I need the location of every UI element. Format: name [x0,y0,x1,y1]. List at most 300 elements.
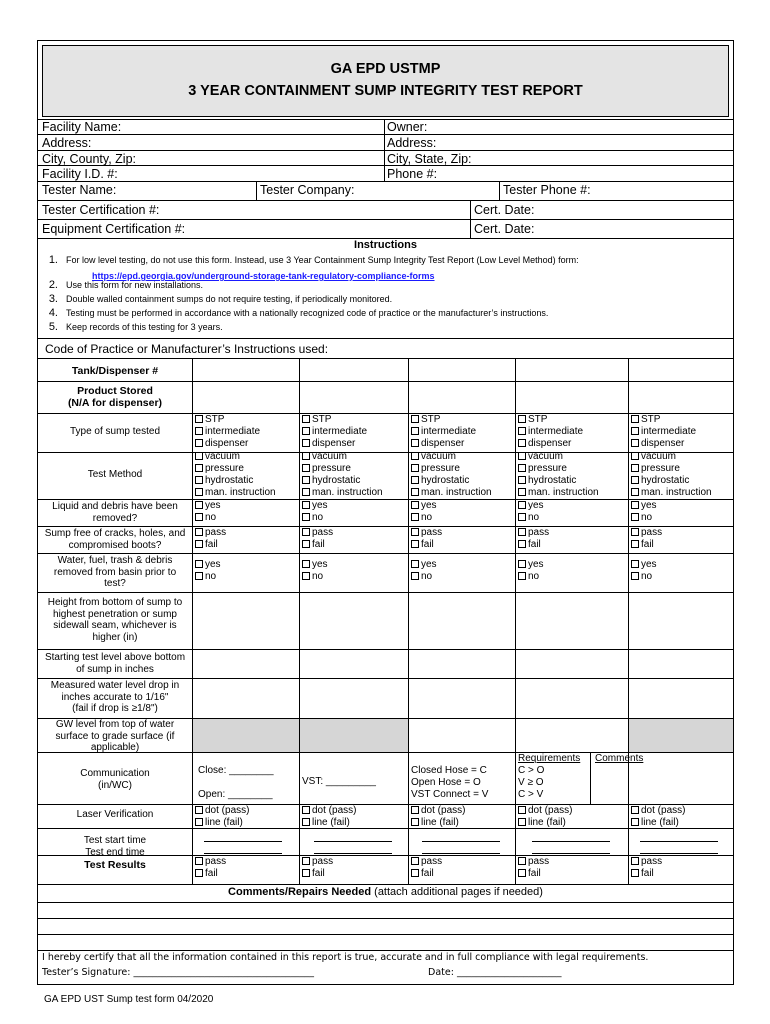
intermediate-checkbox[interactable] [411,426,476,438]
pass-checkbox[interactable] [302,527,333,539]
pass-checkbox[interactable] [518,856,549,868]
open-hose-legend: Open Hose = O [411,777,481,788]
man-instruction-checkbox[interactable] [631,487,712,499]
vst-connect-legend: VST Connect = V [411,789,489,800]
checkbox-box[interactable] [302,572,310,580]
facility-name-label: Facility Name: [42,120,122,134]
option-label: yes [312,500,328,511]
checkbox-box[interactable] [631,513,639,521]
option-label: dispenser [312,438,356,449]
pass-checkbox[interactable] [631,856,662,868]
fail-checkbox[interactable] [195,868,226,880]
no-checkbox[interactable] [518,512,544,524]
grid-line [299,358,300,884]
cracks-options-col3 [411,527,442,551]
end-time-blank[interactable] [422,853,500,854]
checkbox-box[interactable] [195,488,203,496]
option-label: pressure [528,463,567,474]
laser-options-col4 [518,805,572,829]
row-label-line: GW level from top of water [55,719,175,730]
grid-line [590,752,591,804]
checkbox-box[interactable] [302,476,310,484]
row-label-results: Test Results [84,859,146,871]
checkbox-box[interactable] [302,452,310,460]
checkbox-box[interactable] [411,572,419,580]
checkbox-box[interactable] [631,528,639,536]
fail-checkbox[interactable] [631,868,662,880]
comments-repairs-note: (attach additional pages if needed) [374,886,543,898]
tester-name-label: Tester Name: [42,183,117,197]
pass-checkbox[interactable] [302,856,333,868]
row-label-line: Sump free of cracks, holes, and [44,528,186,539]
checkbox-box[interactable] [195,427,203,435]
yes-checkbox[interactable] [195,500,221,512]
tester-phone-label: Tester Phone #: [503,183,591,197]
checkbox-box[interactable] [518,415,526,423]
option-label: pass [641,527,663,538]
no-checkbox[interactable] [302,512,328,524]
yes-checkbox[interactable] [411,500,437,512]
checkbox-box[interactable] [518,513,526,521]
checkbox-box[interactable] [518,857,526,865]
yes-checkbox[interactable] [302,500,328,512]
checkbox-box[interactable] [518,427,526,435]
checkbox-box[interactable] [195,513,203,521]
fail-checkbox[interactable] [631,539,662,551]
checkbox-box[interactable] [411,513,419,521]
dot-pass-checkbox[interactable] [518,805,572,817]
checkbox-box[interactable] [631,869,639,877]
checkbox-box[interactable] [302,528,310,536]
checkbox-box[interactable] [411,439,419,447]
checkbox-box[interactable] [195,439,203,447]
checkbox-box[interactable] [195,476,203,484]
checkbox-box[interactable] [518,540,526,548]
checkbox-box[interactable] [411,806,419,814]
intermediate-checkbox[interactable] [631,426,696,438]
option-label: dispenser [641,438,685,449]
test-method-options-col1 [195,451,276,499]
checkbox-box[interactable] [411,464,419,472]
pressure-checkbox[interactable] [411,463,492,475]
instruction-text: Double walled containment sumps do not require testing, if periodically monitored. [66,294,393,304]
stp-checkbox[interactable] [411,414,476,426]
pressure-checkbox[interactable] [518,463,599,475]
pass-checkbox[interactable] [411,527,442,539]
man-instruction-checkbox[interactable] [518,487,599,499]
row-label-line: Communication [80,768,150,779]
stp-checkbox[interactable] [631,414,696,426]
grid-line [192,358,193,884]
checkbox-box[interactable] [195,464,203,472]
row-label-water [38,555,192,590]
option-label: no [205,512,217,523]
form-title: GA EPD USTMP [330,61,441,77]
divider [256,181,257,200]
option-label: pass [205,527,227,538]
checkbox-box[interactable] [195,572,203,580]
yes-checkbox[interactable] [518,500,544,512]
checkbox-box[interactable] [631,501,639,509]
option-label: hydrostatic [421,475,470,486]
facility-id-label: Facility I.D. #: [42,167,118,181]
checkbox-box[interactable] [518,560,526,568]
row-label-liquid [38,501,192,524]
divider [470,200,471,219]
date-row [428,967,561,978]
checkbox-box[interactable] [195,415,203,423]
checkbox-box[interactable] [631,464,639,472]
form-header [42,45,729,117]
owner-city-label: City, State, Zip: [387,152,472,166]
checkbox-box[interactable] [195,869,203,877]
checkbox-box[interactable] [631,488,639,496]
no-checkbox[interactable] [411,571,437,583]
dot-pass-checkbox[interactable] [302,805,356,817]
checkbox-box[interactable] [631,857,639,865]
vacuum-checkbox[interactable] [302,451,383,463]
checkbox-box[interactable] [631,427,639,435]
option-label: no [312,571,324,582]
line-fail-checkbox[interactable] [411,817,465,829]
signature-field[interactable]: ______________________________________ [133,967,315,978]
checkbox-box[interactable] [631,806,639,814]
option-label: fail [528,868,541,879]
divider [38,181,733,182]
option-label: vacuum [641,451,677,462]
checkbox-box[interactable] [631,439,639,447]
option-label: yes [421,500,437,511]
checkbox-box[interactable] [411,869,419,877]
pass-checkbox[interactable] [411,856,442,868]
test-method-options-col4 [518,451,599,499]
checkbox-box[interactable] [411,857,419,865]
dispenser-checkbox[interactable] [302,438,367,450]
checkbox-box[interactable] [411,818,419,826]
checkbox-box[interactable] [631,540,639,548]
checkbox-box[interactable] [302,806,310,814]
results-options-col1 [195,856,226,880]
instruction-text: Testing must be performed in accordance with a nationally recognized code of practice or the manufacturer’s instructions. [66,308,549,318]
line-fail-checkbox[interactable] [195,817,249,829]
divider [38,119,733,120]
yes-checkbox[interactable] [631,500,657,512]
fail-checkbox[interactable] [195,539,226,551]
checkbox-box[interactable] [302,857,310,865]
grid-line [515,358,516,884]
option-label: yes [641,559,657,570]
option-label: STP [421,414,441,425]
row-label-line: test? [104,578,126,589]
fail-checkbox[interactable] [302,868,333,880]
stp-checkbox[interactable] [302,414,367,426]
checkbox-box[interactable] [411,452,419,460]
checkbox-box[interactable] [518,488,526,496]
tester-company-label: Tester Company: [260,183,355,197]
row-label-line: Test start time [83,835,147,846]
dispenser-checkbox[interactable] [195,438,260,450]
checkbox-box[interactable] [302,439,310,447]
yes-checkbox[interactable] [195,559,221,571]
row-label-line: applicable) [90,742,140,753]
end-time-blank[interactable] [532,853,610,854]
checkbox-box[interactable] [411,501,419,509]
checkbox-box[interactable] [302,415,310,423]
option-label: yes [528,559,544,570]
checkbox-box[interactable] [631,415,639,423]
row-label-test-method: Test Method [87,469,143,480]
no-checkbox[interactable] [631,512,657,524]
intermediate-checkbox[interactable] [518,426,583,438]
dispenser-checkbox[interactable] [631,438,696,450]
man-instruction-checkbox[interactable] [195,487,276,499]
sump-type-options-col4 [518,414,583,450]
hydrostatic-checkbox[interactable] [195,475,276,487]
yes-checkbox[interactable] [302,559,328,571]
no-checkbox[interactable] [195,512,221,524]
no-checkbox[interactable] [302,571,328,583]
fail-checkbox[interactable] [411,868,442,880]
checkbox-box[interactable] [302,464,310,472]
option-label: no [641,512,653,523]
checkbox-box[interactable] [518,439,526,447]
pass-checkbox[interactable] [631,527,662,539]
option-label: line (fail) [421,817,459,828]
row-label-line: removed from basin prior to [53,566,177,578]
dispenser-checkbox[interactable] [518,438,583,450]
row-label-height [38,597,192,643]
pressure-checkbox[interactable] [302,463,383,475]
start-time-blank[interactable] [422,841,500,842]
man-instruction-checkbox[interactable] [411,487,492,499]
no-checkbox[interactable] [411,512,437,524]
option-label: dot (pass) [641,805,686,816]
row-label-line: Liquid and debris have been [52,501,178,512]
checkbox-box[interactable] [518,818,526,826]
intermediate-checkbox[interactable] [302,426,367,438]
sump-type-options-col5 [631,414,696,450]
line-fail-checkbox[interactable] [631,817,685,829]
checkbox-box[interactable] [195,501,203,509]
signature-row [42,967,314,978]
no-checkbox[interactable] [195,571,221,583]
checkbox-box[interactable] [518,501,526,509]
option-label: fail [421,539,434,550]
checkbox-box[interactable] [195,452,203,460]
yes-checkbox[interactable] [631,559,657,571]
checkbox-box[interactable] [631,452,639,460]
option-label: man. instruction [528,487,599,498]
row-label-line: Test end time [85,846,145,858]
fail-checkbox[interactable] [411,539,442,551]
line-fail-checkbox[interactable] [518,817,572,829]
end-time-blank[interactable] [314,853,392,854]
dot-pass-checkbox[interactable] [631,805,685,817]
liquid-options-col3 [411,500,437,524]
option-label: fail [312,868,325,879]
checkbox-box[interactable] [631,476,639,484]
instruction-5 [40,321,223,333]
hydrostatic-checkbox[interactable] [631,475,712,487]
grid-line [628,358,629,884]
checkbox-box[interactable] [302,427,310,435]
grid-line [38,902,733,903]
signature-label: Tester’s Signature: [42,967,131,978]
pass-checkbox[interactable] [195,527,226,539]
pressure-checkbox[interactable] [631,463,712,475]
grid-line [408,358,409,884]
vacuum-checkbox[interactable] [195,451,276,463]
vacuum-checkbox[interactable] [631,451,712,463]
option-label: vacuum [205,451,241,462]
fail-checkbox[interactable] [518,539,549,551]
vacuum-checkbox[interactable] [518,451,599,463]
checkbox-box[interactable] [302,560,310,568]
checkbox-box[interactable] [411,476,419,484]
row-label-communication [38,768,192,791]
option-label: fail [205,539,218,550]
option-label: yes [312,559,328,570]
checkbox-box[interactable] [195,528,203,536]
stp-checkbox[interactable] [518,414,583,426]
option-label: yes [641,500,657,511]
pressure-checkbox[interactable] [195,463,276,475]
option-label: intermediate [528,426,584,437]
forms-link-text[interactable]: https://epd.georgia.gov/underground-storage-tank-regulatory-compliance-forms [92,271,435,281]
close-reading-field[interactable]: Close: ________ [198,765,274,776]
divider [38,338,733,339]
checkbox-box[interactable] [302,818,310,826]
checkbox-box[interactable] [518,476,526,484]
start-time-blank[interactable] [204,841,282,842]
hydrostatic-checkbox[interactable] [518,475,599,487]
dispenser-checkbox[interactable] [411,438,476,450]
checkbox-box[interactable] [631,572,639,580]
checkbox-box[interactable] [195,560,203,568]
grid-line [38,918,733,919]
no-checkbox[interactable] [631,571,657,583]
checkbox-box[interactable] [411,540,419,548]
checkbox-box[interactable] [518,806,526,814]
option-label: pass [421,527,443,538]
cracks-options-col1 [195,527,226,551]
checkbox-box[interactable] [518,572,526,580]
yes-checkbox[interactable] [518,559,544,571]
checkbox-box[interactable] [411,560,419,568]
equip-cert-date-label: Cert. Date: [474,222,535,236]
water-options-col3 [411,559,437,583]
option-label: no [205,571,217,582]
checkbox-box[interactable] [518,528,526,536]
facility-address-label: Address: [42,136,92,150]
pass-checkbox[interactable] [518,527,549,539]
instruction-number: 5. [48,321,58,333]
checkbox-box[interactable] [518,452,526,460]
option-label: intermediate [205,426,261,437]
no-checkbox[interactable] [518,571,544,583]
laser-options-col2 [302,805,356,829]
option-label: dispenser [205,438,249,449]
liquid-options-col1 [195,500,221,524]
fail-checkbox[interactable] [302,539,333,551]
date-field[interactable]: ______________________ [456,967,562,978]
checkbox-box[interactable] [302,488,310,496]
man-instruction-checkbox[interactable] [302,487,383,499]
start-time-blank[interactable] [640,841,718,842]
checkbox-box[interactable] [302,540,310,548]
vacuum-checkbox[interactable] [411,451,492,463]
start-time-blank[interactable] [532,841,610,842]
open-reading-field[interactable]: Open: ________ [198,789,273,800]
checkbox-box[interactable] [302,501,310,509]
comments-repairs-title: Comments/Repairs Needed [228,886,372,898]
form-footer: GA EPD UST Sump test form 04/2020 [44,994,214,1005]
row-label-line: higher (in) [92,631,138,643]
pass-checkbox[interactable] [195,856,226,868]
checkbox-box[interactable] [631,818,639,826]
checkbox-box[interactable] [411,415,419,423]
liquid-options-col2 [302,500,328,524]
vst-reading-field[interactable]: VST: _________ [302,776,376,787]
line-fail-checkbox[interactable] [302,817,356,829]
stp-checkbox[interactable] [195,414,260,426]
yes-checkbox[interactable] [411,559,437,571]
checkbox-box[interactable] [195,540,203,548]
row-label-level-drop [38,680,192,715]
checkbox-box[interactable] [195,806,203,814]
dot-pass-checkbox[interactable] [195,805,249,817]
requirement-line: V ≥ O [518,777,544,788]
option-label: STP [641,414,661,425]
hydrostatic-checkbox[interactable] [411,475,492,487]
hydrostatic-checkbox[interactable] [302,475,383,487]
checkbox-box[interactable] [631,560,639,568]
divider [470,219,471,238]
checkbox-box[interactable] [518,869,526,877]
grid-line [38,950,733,951]
end-time-blank[interactable] [204,853,282,854]
checkbox-box[interactable] [195,818,203,826]
checkbox-box[interactable] [411,528,419,536]
checkbox-box[interactable] [302,513,310,521]
requirements-title: Requirements [518,753,581,764]
option-label: fail [641,868,654,879]
date-label: Date: [428,967,454,978]
test-method-options-col3 [411,451,492,499]
fail-checkbox[interactable] [518,868,549,880]
checkbox-box[interactable] [518,464,526,472]
row-label-cracks [38,528,192,551]
checkbox-box[interactable] [195,857,203,865]
end-time-blank[interactable] [640,853,718,854]
option-label: man. instruction [205,487,276,498]
option-label: yes [205,559,221,570]
option-label: pass [641,856,663,867]
option-label: pass [205,856,227,867]
option-label: vacuum [421,451,457,462]
start-time-blank[interactable] [314,841,392,842]
dot-pass-checkbox[interactable] [411,805,465,817]
checkbox-box[interactable] [302,869,310,877]
option-label: intermediate [641,426,697,437]
checkbox-box[interactable] [411,427,419,435]
row-label-line: (fail if drop is ≥1/8") [72,703,158,714]
checkbox-box[interactable] [411,488,419,496]
row-label-line: of sump in inches [76,663,154,675]
option-label: hydrostatic [528,475,577,486]
sump-type-options-col2 [302,414,367,450]
intermediate-checkbox[interactable] [195,426,260,438]
